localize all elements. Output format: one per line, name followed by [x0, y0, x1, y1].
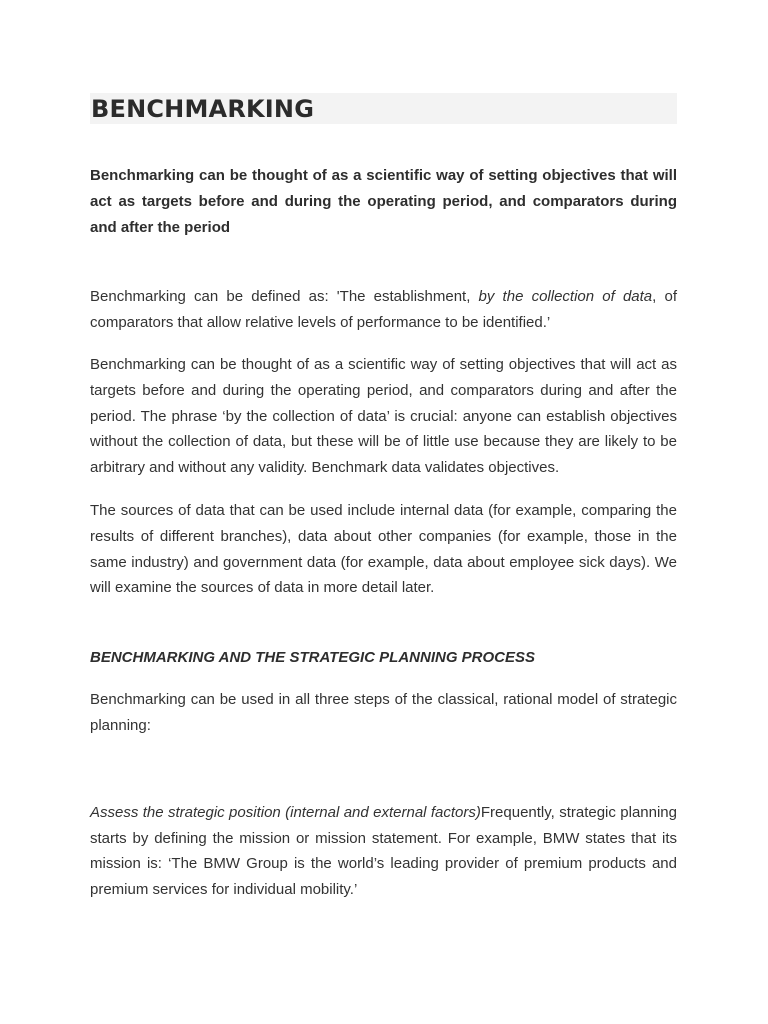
lead-paragraph: Benchmarking can be thought of as a scientific way of setting objectives that will act as targets before and during the operating period, and comparators during and after the period: [90, 167, 677, 236]
section-heading: BENCHMARKING AND THE STRATEGIC PLANNING PROCESS: [90, 649, 536, 667]
paragraph-objectives: Benchmarking can be thought of as a scientific way of setting objectives that will act as targets before and during the operating period, and comparators during and after the period. The phrase ‘by the collection of data’ is crucial: anyone can establish objectives without the collection of data, but these will be of little use because they are likely to be arbitrary and without any validity. Benchmark data validates objectives.: [90, 355, 677, 477]
definition-emphasis: by the collection of data: [478, 288, 653, 306]
step-assess-label: Assess the strategic position (internal and external factors): [90, 803, 481, 821]
paragraph-data-sources: The sources of data that can be used include internal data (for example, comparing the results of different branches), data about other companies (for example, those in the same industry) and government data (for example, data about employee sick days). We will examine the sources of data in more detail later.: [90, 501, 677, 597]
step-assess-text: Frequently, strategic planning starts by defining the mission or mission statement. For example, BMW states that its mission is: ‘The BMW Group is the world’s leading provider of premium products and premium services for individual mobility.’: [90, 803, 677, 899]
step-assess-paragraph: [90, 800, 677, 903]
definition-paragraph: [90, 284, 677, 336]
document-page: [90, 93, 677, 903]
definition-text-before: Benchmarking can be defined as: 'The establishment,: [90, 288, 479, 306]
definition-text-after: , of comparators that allow relative levels of performance to be identified.’: [90, 288, 677, 332]
document-title: BENCHMARKING: [90, 93, 677, 124]
paragraph-planning-steps: Benchmarking can be used in all three steps of the classical, rational model of strategic planning:: [90, 691, 677, 734]
